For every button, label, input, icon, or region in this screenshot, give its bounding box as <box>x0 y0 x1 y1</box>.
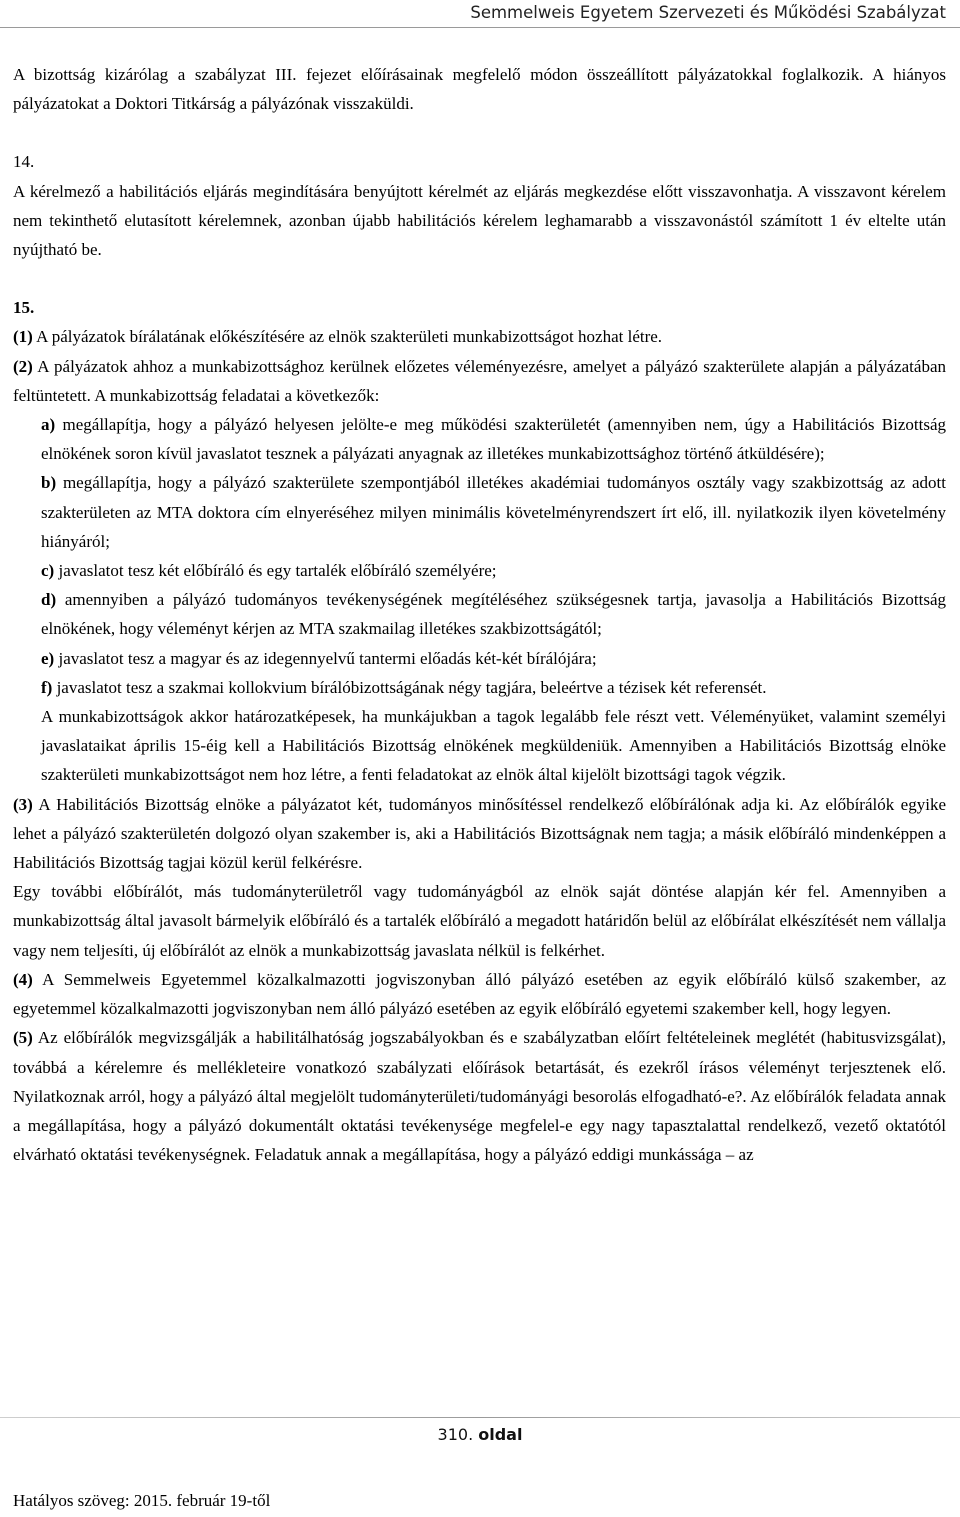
list-item-f: f) javaslatot tesz a szakmai kollokvium bírálóbizottságának négy tagjára, beleértve a tézisek két referensét. <box>41 677 767 697</box>
page-header <box>0 0 960 28</box>
paragraph-15-3-continued: Egy további előbírálót, más tudományterületről vagy tudományágból az elnök saját döntése alapján kér fel. Amennyiben a munkabizottság által javasolt bármelyik előbíráló és a tartalék előbíráló a megadott határidőn belül az előbírálat elkészítését nem vállalja vagy nem teljesíti, új előbírálót az elnök a munkabizottság javaslata nélkül is felkérhet. <box>13 882 946 960</box>
paragraph-label: (4) <box>13 969 33 989</box>
list-item-b: b) megállapítja, hogy a pályázó szakterülete szempontjából illetékes akadémiai tudományos osztály vagy szakbizottság az adott szakterületen az MTA doktora cím elnyeréséhez milyen minimális követelményrendszert írt elő, ill. nyilatkozik ilyen követelmény hiányáról; <box>41 473 946 551</box>
document-body <box>13 60 946 1169</box>
section-14-number: 14. <box>13 152 35 172</box>
intro-paragraph: A bizottság kizárólag a szabályzat III. fejezet előírásainak megfelelő módon összeállított pályázatokkal foglalkozik. A hiányos pályázatokat a Doktori Titkárság a pályázónak visszaküldi. <box>13 65 946 114</box>
paragraph-15-5: (5) Az előbírálók megvizsgálják a habilitálhatóság jogszabályokban és e szabályzatban előírt feltételeinek meglétét (habitusvizsgálat), továbbá a kérelemre és mellékleteire vonatkozó szabályzati előírások betartását, és ezekről írásos véleményt terjesztenek elő. Nyilatkoznak arról, hogy a pályázó által megjelölt tudományterületi/tudományági besorolás elfogadható-e?. Az előbírálók feladata annak a megállapítása, hogy a pályázó dokumentált oktatási tevékenysége megfelel-e egy nagy tapasztalattal rendelkező, vezető oktatótól elvárható oktatási tevékenységnek. Feladatuk annak a megállapítása, hogy a pályázó eddigi munkássága – az <box>13 1028 946 1165</box>
paragraph-15-4: (4) A Semmelweis Egyetemmel közalkalmazotti jogviszonyban álló pályázó esetében az egyik előbíráló külső szakember, az egyetemmel közalkalmazotti jogviszonyban nem álló pályázó esetében az egyik előbíráló egyetemi szakember kell, hogy legyen. <box>13 969 946 1019</box>
paragraph-15-1: (1) A pályázatok bírálatának előkészítésére az elnök szakterületi munkabizottságot hozhat létre. <box>13 327 663 347</box>
page-number: 310. oldal <box>437 1425 523 1444</box>
list-item-a: a) megállapítja, hogy a pályázó helyesen jelölte-e meg működési szakterületét (amennyiben nem, úgy a Habilitációs Bizottság elnökének soron kívül javaslatot tesznek a pályázati anyagnak az illetékes munkabizottsághoz történő átküldésére); <box>41 415 946 464</box>
paragraph-label: (1) <box>13 327 33 347</box>
paragraph-label: (5) <box>13 1028 33 1048</box>
paragraph-label: (2) <box>13 356 33 376</box>
paragraph-15-3: (3) A Habilitációs Bizottság elnöke a pályázatot két, tudományos minősítéssel rendelkező előbírálónak adja ki. Az előbírálók egyike lehet a pályázó szakterületén dolgozó olyan szakember is, aki a Habilitációs Bizottságnak nem tagja; a másik előbíráló mindenképpen a Habilitációs Bizottság tagjai közül kerül felkérésre. <box>13 794 946 873</box>
workgroup-note: A munkabizottságok akkor határozatképesek, ha munkájukban a tagok legalább fele részt vett. Véleményüket, valamint személyi javaslataikat április 15-éig kell a Habilitációs Bizottság elnökének megküldeniük. Amennyiben a Habilitációs Bizottság elnöke szakterületi munkabizottságot nem hoz létre, a fenti feladatokat az elnök által kijelölt bizottsági tagok végzik. <box>41 707 946 785</box>
section-15-number: 15. <box>13 298 35 318</box>
document-title: Semmelweis Egyetem Szervezeti és Működési Szabályzat <box>470 3 946 22</box>
footer-divider <box>0 1417 960 1418</box>
list-item-d: d) amennyiben a pályázó tudományos tevékenységének megítéléséhez szükségesnek tartja, javasolja a Habilitációs Bizottság elnökének, hogy véleményt kérjen az MTA szakmailag illetékes szakbizottságától; <box>41 590 946 639</box>
paragraph-label: (3) <box>13 794 33 814</box>
list-item-c: c) javaslatot tesz két előbíráló és egy tartalék előbíráló személyére; <box>41 561 497 581</box>
paragraph-15-2: (2) A pályázatok ahhoz a munkabizottsághoz kerülnek előzetes véleményezésre, amelyet a pályázó szakterülete alapján a pályázatában feltüntetett. A munkabizottság feladatai a következők: <box>13 356 946 405</box>
list-item-e: e) javaslatot tesz a magyar és az idegennyelvű tantermi előadás két-két bírálójára; <box>41 648 597 668</box>
effective-date: Hatályos szöveg: 2015. február 19-től <box>13 1491 271 1510</box>
section-14-text: A kérelmező a habilitációs eljárás megindítására benyújtott kérelmét az eljárás megkezdése előtt visszavonhatja. A visszavont kérelem nem tekinthető elutasított kérelemnek, azonban újabb habilitációs kérelem leghamarabb a visszavonástól számított 1 év eltelte után nyújtható be. <box>13 181 946 260</box>
